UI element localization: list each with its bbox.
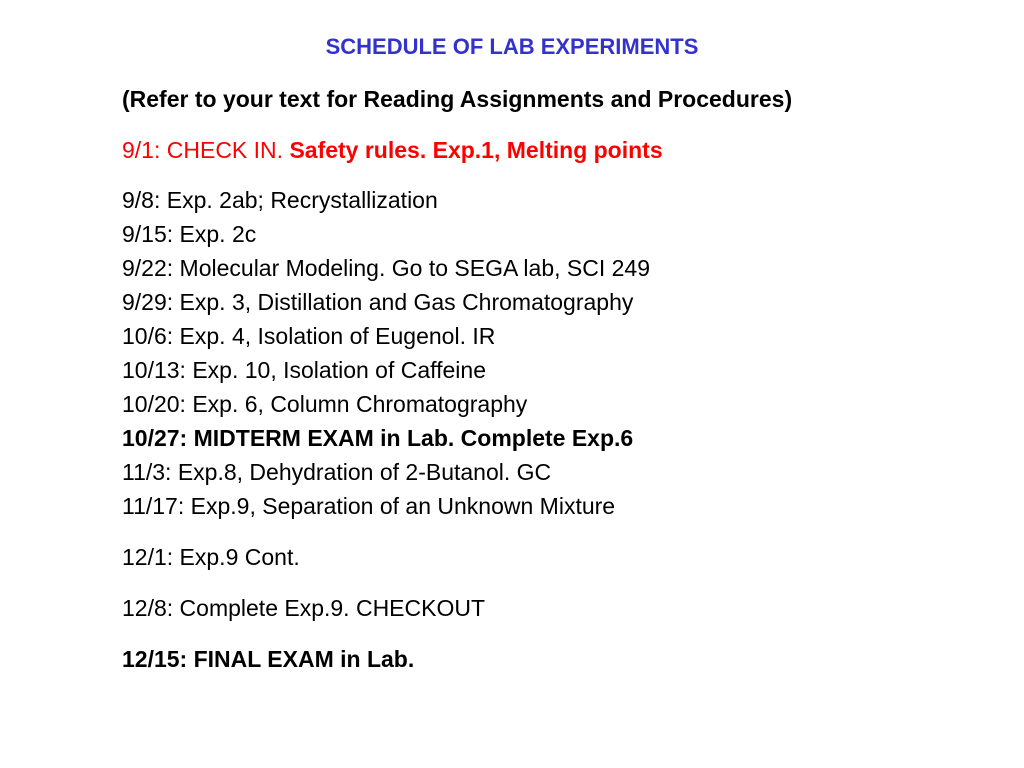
schedule-entry: 9/29: Exp. 3, Distillation and Gas Chromatography (122, 289, 634, 315)
schedule-entry-final-exam: 12/15: FINAL EXAM in Lab. (122, 646, 415, 672)
schedule-entry: 9/22: Molecular Modeling. Go to SEGA lab, SCI 249 (122, 255, 651, 281)
schedule-entry: 10/13: Exp. 10, Isolation of Caffeine (122, 357, 486, 383)
schedule-entry: 10/20: Exp. 6, Column Chromatography (122, 391, 528, 417)
subtitle: (Refer to your text for Reading Assignments and Procedures) (122, 86, 793, 112)
slide-title: SCHEDULE OF LAB EXPERIMENTS (325, 34, 699, 59)
schedule-entry-midterm: 10/27: MIDTERM EXAM in Lab. Complete Exp.6 (122, 425, 634, 451)
schedule-entry-check-in (122, 133, 663, 167)
schedule-entry: 9/15: Exp. 2c (122, 221, 257, 247)
check-in-emphasis: Safety rules. Exp.1, Melting points (289, 137, 663, 163)
schedule-entry: 10/6: Exp. 4, Isolation of Eugenol. IR (122, 323, 496, 349)
schedule-entry: 9/8: Exp. 2ab; Recrystallization (122, 187, 438, 213)
schedule-entry: 11/17: Exp.9, Separation of an Unknown Mixture (122, 493, 616, 519)
check-in-label: 9/1: CHECK IN. (122, 137, 290, 163)
schedule-entry: 11/3: Exp.8, Dehydration of 2-Butanol. GC (122, 459, 552, 485)
schedule-entry: 12/1: Exp.9 Cont. (122, 544, 300, 570)
schedule-entry: 12/8: Complete Exp.9. CHECKOUT (122, 595, 486, 621)
